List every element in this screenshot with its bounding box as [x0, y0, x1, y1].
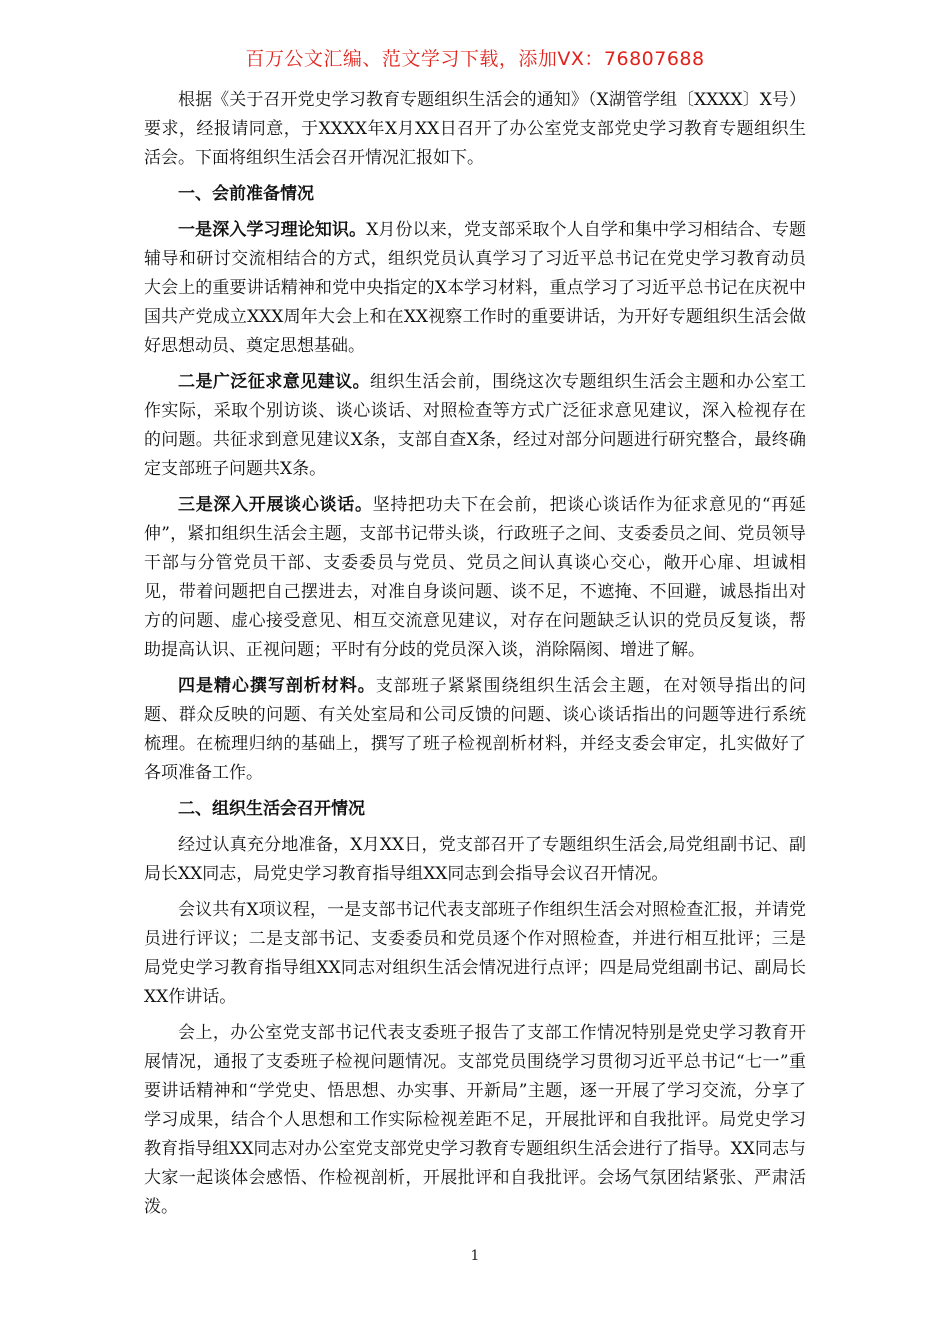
item-text: 组织生活会前，围绕这次专题组织生活会主题和办公室工作实际，采取个别访谈、谈心谈话、对照检查等方式广泛征求意见建议，深入检视存在的问题。共征求到意见建议X条，支部自查X条，经过对部分问题进行研究整合，最终确定支部班子问题共X条。 — [144, 372, 807, 479]
section2-paragraph: 会议共有X项议程，一是支部书记代表支部班子作组织生活会对照检查汇报，并请党员进行评议；二是支部书记、支委委员和党员逐个作对照检查，并进行相互批评；三是局党史学习教育指导组XX同志对组织生活会情况进行点评；四是局党组副书记、副局长XX作讲话。 — [144, 900, 806, 1007]
item-lead: 二是广泛征求意见建议。 — [178, 372, 371, 392]
document-body — [144, 86, 806, 1229]
page-number: 1 — [470, 1248, 480, 1264]
section1-item — [144, 491, 806, 665]
section-heading-1: 一、会前准备情况 — [178, 184, 314, 204]
item-lead: 一是深入学习理论知识。 — [178, 220, 367, 240]
item-text: 坚持把功夫下在会前，把谈心谈话作为征求意见的“再延伸”，紧扣组织生活会主题，支部书记带头谈，行政班子之间、支委委员之间、党员领导干部与分管党员干部、支委委员与党员、党员之间认真谈心交心，敞开心扉、坦诚相见，带着问题把自己摆进去，对准自身谈问题、谈不足，不遮掩、不回避，诚恳指出对方的问题、虚心接受意见、相互交流意见建议，对存在问题缺乏认识的党员反复谈，帮助提高认识、正视问题；平时有分歧的党员深入谈，消除隔阂、增进了解。 — [144, 495, 806, 660]
section2-paragraph: 经过认真充分地准备，X月XX日，党支部召开了专题组织生活会,局党组副书记、副局长XX同志，局党史学习教育指导组XX同志到会指导会议召开情况。 — [144, 835, 806, 884]
item-text: 支部班子紧紧围绕组织生活会主题，在对领导指出的问题、群众反映的问题、有关处室局和公司反馈的问题、谈心谈话指出的问题等进行系统梳理。在梳理归纳的基础上，撰写了班子检视剖析材料，并经支委会审定，扎实做好了各项准备工作。 — [144, 676, 807, 783]
item-lead: 四是精心撰写剖析材料。 — [178, 676, 376, 696]
item-text: X月份以来，党支部采取个人自学和集中学习相结合、专题辅导和研讨交流相结合的方式，组织党员认真学习了习近平总书记在党史学习教育动员大会上的重要讲话精神和党中央指定的X本学习材料，重点学习了习近平总书记在庆祝中国共产党成立XXX周年大会上和在XX视察工作时的重要讲话，为开好专题组织生活会做好思想动员、奠定思想基础。 — [144, 220, 807, 356]
section2-paragraph: 会上，办公室党支部书记代表支委班子报告了支部工作情况特别是党史学习教育开展情况，通报了支委班子检视问题情况。支部党员围绕学习贯彻习近平总书记“七一”重要讲话精神和“学党史、悟思想、办实事、开新局”主题，逐一开展了学习交流，分享了学习成果，结合个人思想和工作实际检视差距不足，开展批评和自我批评。局党史学习教育指导组XX同志对办公室党支部党史学习教育专题组织生活会进行了指导。XX同志与大家一起谈体会感悟、作检视剖析，开展批评和自我批评。会场气氛团结紧张、严肃活泼。 — [144, 1023, 806, 1217]
section1-item — [144, 368, 806, 484]
promo-banner: 百万公文汇编、范文学习下载，添加VX：76807688 — [245, 48, 705, 70]
section1-item — [144, 216, 806, 361]
section1-item — [144, 672, 806, 788]
section-heading-2: 二、组织生活会召开情况 — [178, 799, 365, 819]
intro-paragraph: 根据《关于召开党史学习教育专题组织生活会的通知》（X湖管学组〔XXXX〕X号）要求，经报请同意，于XXXX年X月XX日召开了办公室党支部党史学习教育专题组织生活会。下面将组织生活会召开情况汇报如下。 — [144, 90, 806, 168]
item-lead: 三是深入开展谈心谈话。 — [178, 495, 373, 515]
